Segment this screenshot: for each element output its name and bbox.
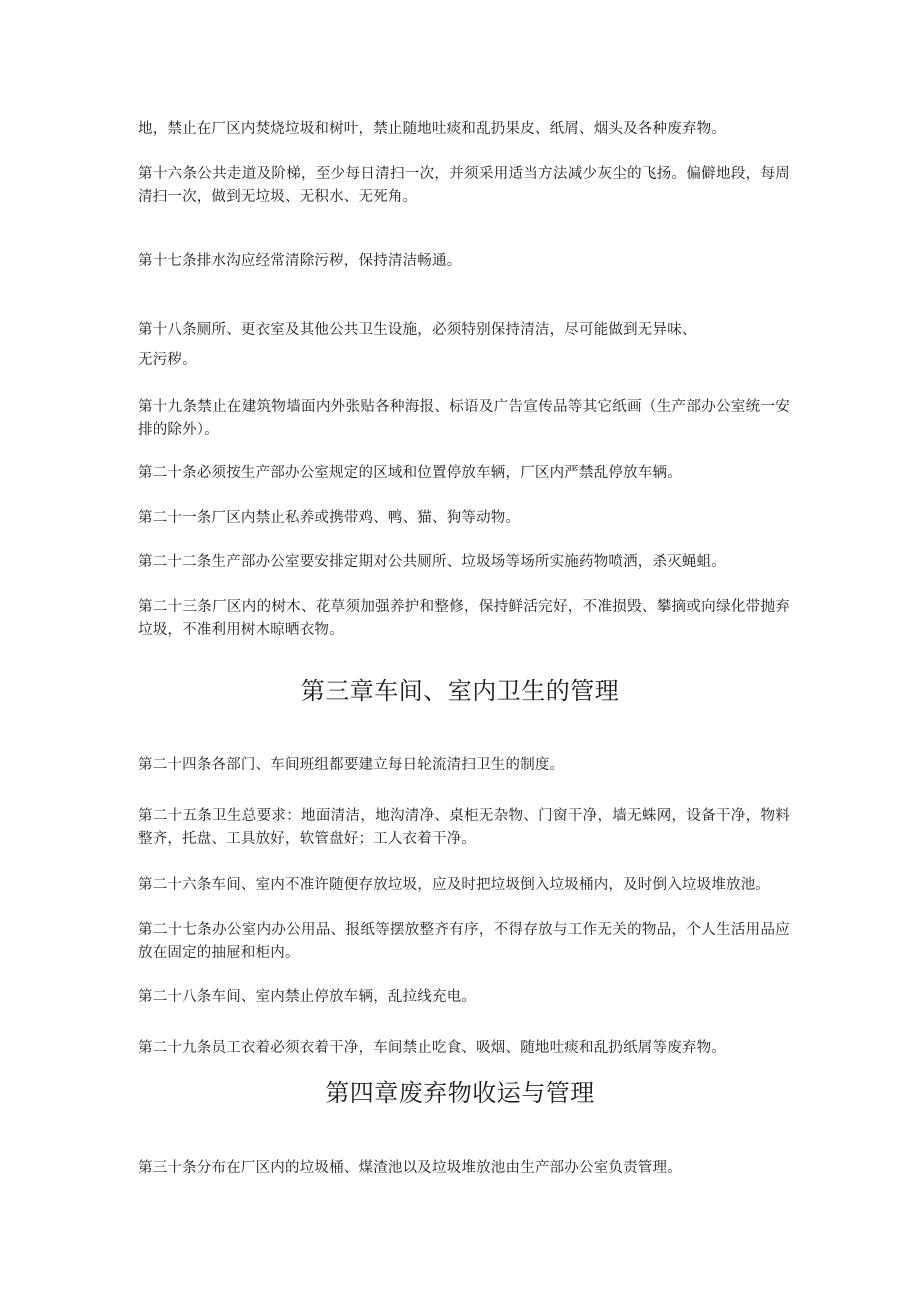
article-25: 第二十五条卫生总要求：地面清洁，地沟清净、桌柜无杂物、门窗干净，墙无蛛网，设备干净，物料整齐，托盘、工具放好，软管盘好；工人衣着干净。	[138, 808, 790, 847]
article-23: 第二十三条厂区内的树木、花草须加强养护和整修，保持鲜活完好，不准损毁、攀摘或向绿化带抛弃垃圾，不准利用树木晾晒衣物。	[138, 599, 790, 638]
article-30: 第三十条分布在厂区内的垃圾桶、煤渣池以及垃圾堆放池由生产部办公室负责管理。	[138, 1160, 682, 1176]
article-28: 第二十八条车间、室内禁止停放车辆，乱拉线充电。	[138, 989, 477, 1005]
article-22: 第二十二条生产部办公室要安排定期对公共厕所、垃圾场等场所实施药物喷洒，杀灭蝇蛆。	[138, 554, 726, 570]
article-24: 第二十四条各部门、车间班组都要建立每日轮流清扫卫生的制度。	[138, 757, 565, 773]
article-21: 第二十一条厂区内禁止私养或携带鸡、鸭、猫、狗等动物。	[138, 510, 521, 526]
article-27: 第二十七条办公室内办公用品、报纸等摆放整齐有序，不得存放与工作无关的物品，个人生活用品应放在固定的抽屉和柜内。	[138, 922, 790, 961]
article-29: 第二十九条员工衣着必须衣着干净，车间禁止吃食、吸烟、随地吐痰和乱扔纸屑等废弃物。	[138, 1040, 726, 1056]
chapter-4-heading: 第四章废弃物收运与管理	[325, 1079, 595, 1107]
article-19: 第十九条禁止在建筑物墙面内外张贴各种海报、标语及广告宣传品等其它纸画（生产部办公室统一安排的除外）。	[138, 399, 790, 438]
chapter-3-heading: 第三章车间、室内卫生的管理	[300, 677, 620, 705]
article-18-continuation: 无污秽。	[138, 352, 197, 368]
article-18: 第十八条厕所、更衣室及其他公共卫生设施，必须特别保持清洁，尽可能做到无异味、	[138, 322, 697, 338]
article-17: 第十七条排水沟应经常清除污秽，保持清洁畅通。	[138, 253, 462, 269]
article-20: 第二十条必须按生产部办公室规定的区域和位置停放车辆，厂区内严禁乱停放车辆。	[138, 465, 682, 481]
article-26: 第二十六条车间、室内不准许随便存放垃圾，应及时把垃圾倒入垃圾桶内，及时倒入垃圾堆放池。	[138, 877, 771, 893]
paragraph-continuation: 地，禁止在厂区内焚烧垃圾和树叶，禁止随地吐痰和乱扔果皮、纸屑、烟头及各种废弃物。	[138, 121, 726, 137]
article-16: 第十六条公共走道及阶梯，至少每日清扫一次，并须采用适当方法减少灰尘的飞扬。偏僻地段，每周清扫一次，做到无垃圾、无积水、无死角。	[138, 166, 790, 205]
